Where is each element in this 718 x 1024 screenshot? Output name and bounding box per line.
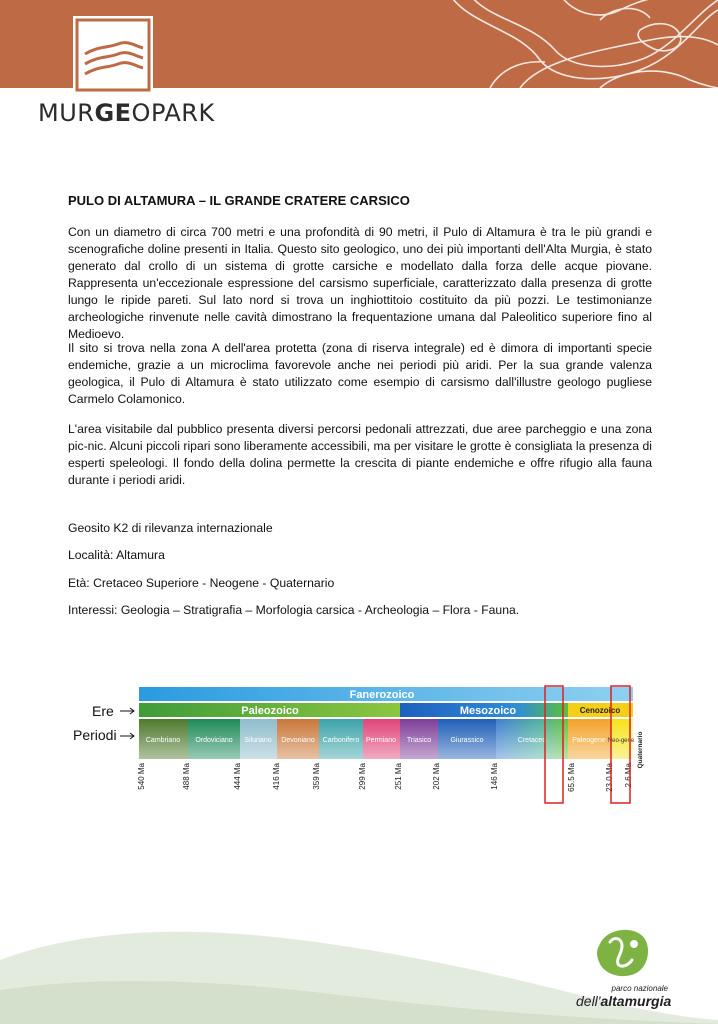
- period-label-carbonifero: Carbonifero: [322, 737, 360, 744]
- murgeopark-logo-mark: [73, 16, 153, 94]
- brand-part: MUR: [38, 99, 95, 127]
- park-name-line1: parco nazionale: [611, 984, 668, 993]
- period-label-permiano: Permiano: [366, 737, 396, 744]
- period-label-cambriano: Cambriano: [145, 737, 181, 744]
- period-label-cretaceo: Cretaceo: [517, 737, 547, 744]
- row-label-periodi: Periodi: [73, 727, 117, 743]
- arrow-right-icon: [120, 733, 134, 739]
- eon-label: Fanerozoico: [349, 689, 415, 701]
- period-label-neogene: Neo-gene: [607, 738, 635, 744]
- tick-label: 359 Ma: [312, 763, 321, 790]
- tick-label: 444 Ma: [233, 763, 242, 790]
- tick-label: 251 Ma: [394, 763, 403, 790]
- paragraph-3: L'area visitabile dal pubblico presenta diversi percorsi pedonali attrezzati, due aree parcheggio e una zona pic-nic. Alcuni piccoli ripari sono liberamente accessibili, ma per visitare le grotte è consigliata la presenza di esperti speleologi. Il fondo della dolina permette la crescita di piante endemiche e offre rifugio alla fauna durante i periodi aridi.: [68, 422, 652, 487]
- tick-label: 488 Ma: [182, 763, 191, 790]
- tick-label: 416 Ma: [272, 763, 281, 790]
- era-label-paleozoic: Paleozoico: [241, 705, 299, 717]
- geologic-timescale: [0, 680, 718, 810]
- info-location: Località: Altamura: [68, 548, 165, 562]
- period-label-ordoviciano: Ordoviciano: [195, 737, 233, 744]
- era-label-cenozoic: Cenozoico: [579, 706, 621, 715]
- info-interests: Interessi: Geologia – Stratigrafia – Morfologia carsica - Archeologia – Flora - Fauna.: [68, 603, 520, 617]
- period-label-triasico: Triasico: [406, 737, 432, 744]
- document-title: PULO DI ALTAMURA – IL GRANDE CRATERE CARSICO: [68, 193, 410, 208]
- period-label-giurassico: Giurassico: [450, 737, 484, 744]
- info-age: Età: Cretaceo Superiore - Neogene - Quaternario: [68, 576, 335, 590]
- mountain-icon: [73, 16, 153, 94]
- period-label-quaternario: Quaternario: [637, 731, 644, 769]
- park-name-main: altamurgia: [600, 993, 672, 1009]
- period-label-devoniano: Devoniano: [281, 737, 315, 744]
- tick-label: 202 Ma: [432, 763, 441, 790]
- paragraph-2: Il sito si trova nella zona A dell'area protetta (zona di riserva integrale) ed è dimora di importanti specie endemiche, grazie a un microclima favorevole anche nei periodi più aridi. Per la sua grande valenza geologica, il Pulo di Altamura è stato utilizzato come esempio di carsismo dall'illustre geologo pugliese Carmelo Colamonico.: [68, 341, 652, 406]
- paragraph-1: Con un diametro di circa 700 metri e una profondità di 90 metri, il Pulo di Altamura è tra le più grandi e scenografiche doline presenti in Italia. Questo sito geologico, uno dei più importanti dell'Alta Murgia, è stato generato dal crollo di un sistema di grotte carsiche e modellato dalla forza delle acque piovane. Rappresenta un'eccezionale espressione del carsismo superficiale, caratterizzato dalla presenza di grotte lungo le ripide pareti. Sul lato nord si trova un inghiottitoio costituito da più pozzi. Le testimonianze archeologiche rinvenute nelle cavità dimostrano la frequentazione umana dal Paleolitico superiore fino al Medioevo.: [68, 225, 652, 341]
- period-label-paleogene: Paleogene: [572, 737, 606, 744]
- row-label-ere: Ere: [92, 703, 114, 719]
- tick-label: 540 Ma: [137, 763, 146, 790]
- park-name-line2: [576, 993, 672, 1009]
- arrow-right-icon: [120, 708, 134, 714]
- brand-part-bold: GE: [94, 99, 132, 127]
- tick-label: 299 Ma: [358, 763, 367, 790]
- park-name-prefix: dell': [576, 993, 601, 1009]
- period-label-siluriano: Siluriano: [244, 737, 272, 744]
- tick-label: 146 Ma: [490, 763, 499, 790]
- brand-part: OPARK: [131, 99, 215, 127]
- info-geosite: Geosito K2 di rilevanza internazionale: [68, 521, 273, 535]
- brand-wordmark: [38, 99, 215, 127]
- era-label-mesozoic: Mesozoico: [459, 705, 517, 717]
- park-name: [576, 984, 672, 1009]
- tick-label: 23.0 Ma: [605, 763, 614, 792]
- tick-label: 65.5 Ma: [567, 763, 576, 792]
- tick-label: 2.6 Ma: [624, 763, 633, 788]
